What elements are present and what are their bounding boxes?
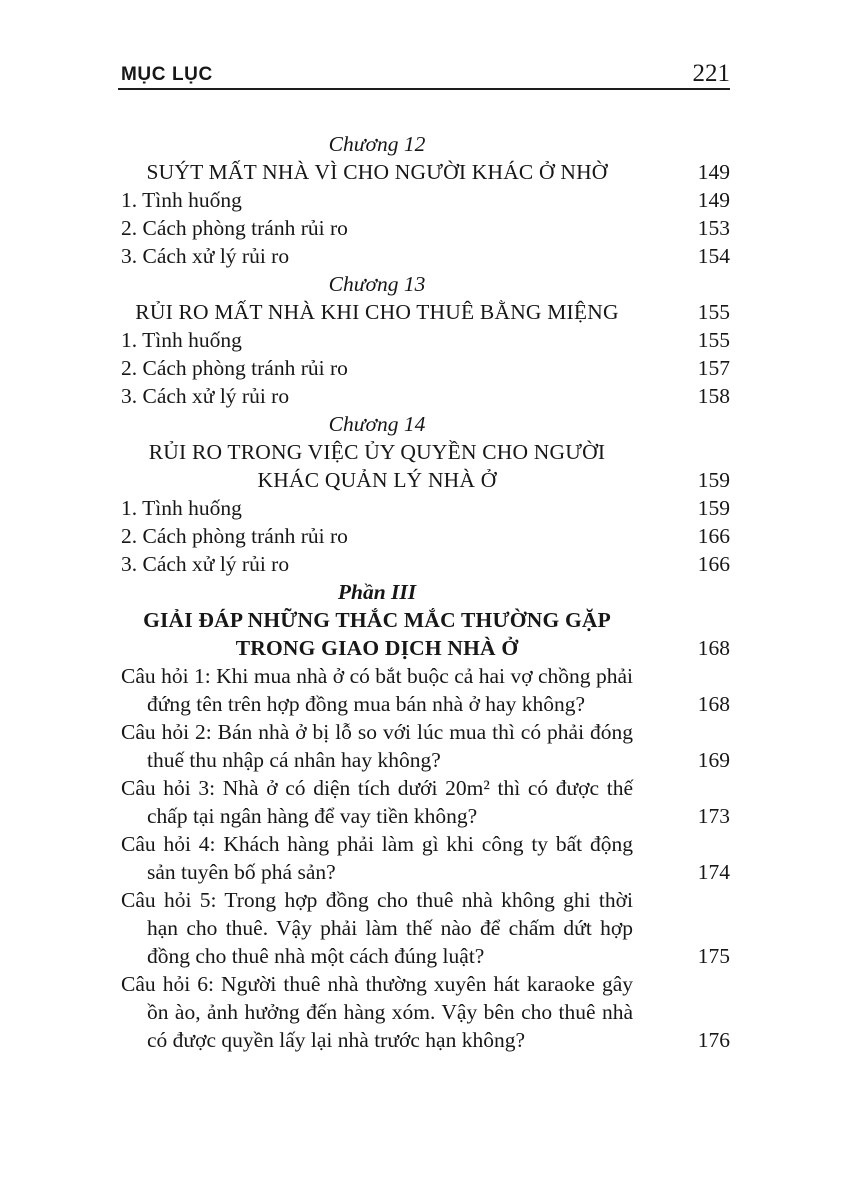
part-3-label: Phần III [337, 580, 417, 604]
page-header [121, 56, 730, 86]
toc-item-label: 3. Cách xử lý rủi ro [121, 384, 290, 408]
entry-page-number: 158 [697, 384, 730, 408]
entry-page-number: 159 [697, 468, 730, 492]
question-entry [121, 718, 730, 774]
chapter-14-label: Chương 14 [328, 412, 426, 436]
entry-page-number: 166 [697, 552, 730, 576]
toc-item-label: 2. Cách phòng tránh rủi ro [121, 216, 348, 240]
toc-item-label: 2. Cách phòng tránh rủi ro [121, 524, 348, 548]
entry-page-number: 175 [697, 944, 730, 968]
entry-page-number: 157 [697, 356, 730, 380]
toc-item [121, 550, 730, 578]
entry-page-number: 159 [697, 496, 730, 520]
header-rule [118, 88, 730, 90]
page-number: 221 [692, 60, 730, 87]
part-3-title-entry [121, 606, 730, 662]
toc-item-label: 2. Cách phòng tránh rủi ro [121, 356, 348, 380]
question-text: Câu hỏi 6: Người thuê nhà thường xuyên hát karaoke gây ồn ào, ảnh hưởng đến hàng xóm. Vậy bên cho thuê nhà có được quyền lấy lại nhà trước hạn không? [121, 972, 633, 1052]
entry-page-number: 173 [697, 804, 730, 828]
chapter-title-line: RỦI RO TRONG VIỆC ỦY QUYỀN CHO NGƯỜI [148, 440, 606, 464]
toc-item [121, 382, 730, 410]
entry-page-number: 168 [697, 636, 730, 660]
chapter-12-label: Chương 12 [328, 132, 426, 156]
entry-page-number: 176 [697, 1028, 730, 1052]
toc-item [121, 214, 730, 242]
toc-item [121, 494, 730, 522]
chapter-title-line: KHÁC QUẢN LÝ NHÀ Ở [257, 468, 497, 492]
chapter-13-title-entry [121, 298, 730, 326]
running-title: MỤC LỤC [121, 64, 213, 85]
question-entry [121, 830, 730, 886]
question-entry [121, 886, 730, 970]
toc-content [121, 130, 730, 1054]
question-text: Câu hỏi 4: Khách hàng phải làm gì khi công ty bất động sản tuyên bố phá sản? [121, 832, 633, 884]
toc-item [121, 242, 730, 270]
question-text: Câu hỏi 1: Khi mua nhà ở có bắt buộc cả hai vợ chồng phải đứng tên trên hợp đồng mua bán nhà ở hay không? [121, 664, 633, 716]
question-entry [121, 774, 730, 830]
entry-page-number: 169 [697, 748, 730, 772]
question-text: Câu hỏi 5: Trong hợp đồng cho thuê nhà không ghi thời hạn cho thuê. Vậy phải làm thế nào để chấm dứt hợp đồng cho thuê nhà một cách đúng luật? [121, 888, 633, 968]
chapter-14-title-entry [121, 438, 730, 494]
entry-page-number: 149 [697, 188, 730, 212]
toc-item [121, 522, 730, 550]
question-entry [121, 970, 730, 1054]
entry-page-number: 155 [697, 300, 730, 324]
toc-item-label: 1. Tình huống [121, 328, 242, 352]
toc-item-label: 3. Cách xử lý rủi ro [121, 552, 290, 576]
toc-item [121, 186, 730, 214]
entry-page-number: 153 [697, 216, 730, 240]
entry-page-number: 166 [697, 524, 730, 548]
part-title-line: TRONG GIAO DỊCH NHÀ Ở [235, 636, 519, 660]
question-text: Câu hỏi 3: Nhà ở có diện tích dưới 20m² thì có được thế chấp tại ngân hàng để vay tiền không? [121, 776, 633, 828]
toc-item [121, 326, 730, 354]
chapter-title-line: RỦI RO MẤT NHÀ KHI CHO THUÊ BẰNG MIỆNG [135, 300, 619, 324]
entry-page-number: 149 [697, 160, 730, 184]
chapter-title-line: SUÝT MẤT NHÀ VÌ CHO NGƯỜI KHÁC Ở NHỜ [146, 160, 608, 184]
toc-item-label: 1. Tình huống [121, 188, 242, 212]
entry-page-number: 168 [697, 692, 730, 716]
toc-item-label: 1. Tình huống [121, 496, 242, 520]
entry-page-number: 174 [697, 860, 730, 884]
entry-page-number: 154 [697, 244, 730, 268]
entry-page-number: 155 [697, 328, 730, 352]
question-entry [121, 662, 730, 718]
chapter-12-title-entry [121, 158, 730, 186]
chapter-13-label: Chương 13 [328, 272, 426, 296]
part-title-line: GIẢI ĐÁP NHỮNG THẮC MẮC THƯỜNG GẶP [143, 608, 611, 632]
toc-item [121, 354, 730, 382]
question-text: Câu hỏi 2: Bán nhà ở bị lỗ so với lúc mua thì có phải đóng thuế thu nhập cá nhân hay không? [121, 720, 633, 772]
toc-item-label: 3. Cách xử lý rủi ro [121, 244, 290, 268]
